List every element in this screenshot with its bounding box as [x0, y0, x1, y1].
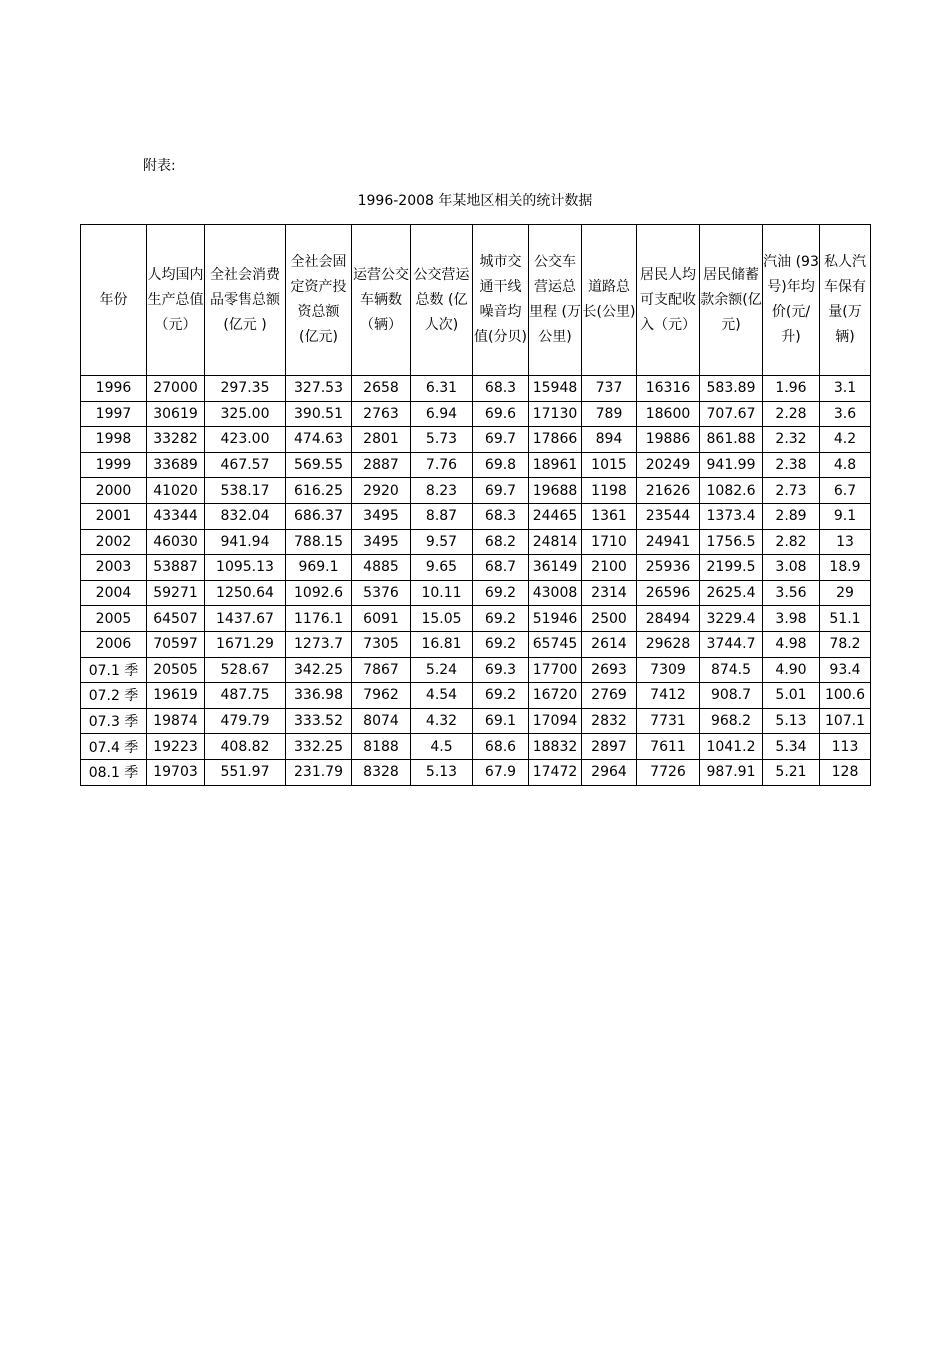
- data-cell: 9.57: [411, 529, 473, 555]
- data-cell: 327.53: [286, 376, 352, 402]
- data-cell: 68.3: [473, 503, 529, 529]
- table-row: [81, 427, 871, 453]
- data-cell: 4.2: [820, 427, 871, 453]
- header-disposable-income: 居民人均可支配收入（元）: [637, 225, 700, 376]
- data-cell: 7.76: [411, 452, 473, 478]
- data-cell: 325.00: [205, 401, 286, 427]
- data-cell: 24814: [529, 529, 582, 555]
- table-row: [81, 734, 871, 760]
- header-year: 年份: [81, 225, 147, 376]
- data-cell: 8188: [352, 734, 411, 760]
- data-cell: 2314: [582, 580, 637, 606]
- data-cell: 69.7: [473, 478, 529, 504]
- data-cell: 2500: [582, 606, 637, 632]
- data-cell: 69.2: [473, 683, 529, 709]
- data-cell: 3.98: [763, 606, 820, 632]
- data-cell: 18832: [529, 734, 582, 760]
- table-row: [81, 478, 871, 504]
- data-cell: 1095.13: [205, 555, 286, 581]
- data-cell: 69.1: [473, 708, 529, 734]
- data-cell: 487.75: [205, 683, 286, 709]
- data-cell: 27000: [147, 376, 205, 402]
- data-cell: 4.54: [411, 683, 473, 709]
- data-cell: 8328: [352, 759, 411, 785]
- data-cell: 29628: [637, 631, 700, 657]
- data-cell: 65745: [529, 631, 582, 657]
- data-cell: 7611: [637, 734, 700, 760]
- data-cell: 24941: [637, 529, 700, 555]
- header-gasoline-price: 汽油 (93 号)年均价(元/升): [763, 225, 820, 376]
- data-cell: 987.91: [700, 759, 763, 785]
- data-cell: 1176.1: [286, 606, 352, 632]
- data-cell: 24465: [529, 503, 582, 529]
- data-cell: 20505: [147, 657, 205, 683]
- data-cell: 3.6: [820, 401, 871, 427]
- data-cell: 17472: [529, 759, 582, 785]
- data-cell: 19886: [637, 427, 700, 453]
- data-cell: 5.24: [411, 657, 473, 683]
- data-cell: 69.7: [473, 427, 529, 453]
- data-cell: 894: [582, 427, 637, 453]
- header-bus-mileage: 公交车营运总里程 (万公里): [529, 225, 582, 376]
- row-period-cell: 08.1 季: [81, 759, 147, 785]
- data-cell: 2658: [352, 376, 411, 402]
- data-cell: 3744.7: [700, 631, 763, 657]
- data-cell: 686.37: [286, 503, 352, 529]
- data-cell: 3495: [352, 503, 411, 529]
- data-cell: 69.8: [473, 452, 529, 478]
- data-cell: 1361: [582, 503, 637, 529]
- statistics-table: [80, 224, 871, 786]
- table-row: [81, 759, 871, 785]
- data-cell: 616.25: [286, 478, 352, 504]
- table-row: [81, 401, 871, 427]
- data-cell: 1041.2: [700, 734, 763, 760]
- data-cell: 51946: [529, 606, 582, 632]
- data-cell: 2693: [582, 657, 637, 683]
- row-period-cell: 2000: [81, 478, 147, 504]
- row-period-cell: 1997: [81, 401, 147, 427]
- data-cell: 2614: [582, 631, 637, 657]
- data-cell: 13: [820, 529, 871, 555]
- data-cell: 6.94: [411, 401, 473, 427]
- data-cell: 297.35: [205, 376, 286, 402]
- table-row: [81, 503, 871, 529]
- data-cell: 2897: [582, 734, 637, 760]
- data-cell: 528.67: [205, 657, 286, 683]
- data-cell: 2887: [352, 452, 411, 478]
- data-cell: 59271: [147, 580, 205, 606]
- data-cell: 7867: [352, 657, 411, 683]
- data-cell: 7731: [637, 708, 700, 734]
- data-cell: 1756.5: [700, 529, 763, 555]
- header-row: [81, 225, 871, 376]
- table-row: [81, 529, 871, 555]
- data-cell: 5.01: [763, 683, 820, 709]
- table-row: [81, 631, 871, 657]
- data-cell: 68.7: [473, 555, 529, 581]
- data-cell: 6091: [352, 606, 411, 632]
- data-cell: 43344: [147, 503, 205, 529]
- row-period-cell: 2006: [81, 631, 147, 657]
- header-fixed-investment: 全社会固定资产投资总额 (亿元): [286, 225, 352, 376]
- data-cell: 1198: [582, 478, 637, 504]
- data-cell: 737: [582, 376, 637, 402]
- data-cell: 5.13: [411, 759, 473, 785]
- header-road-length: 道路总长(公里): [582, 225, 637, 376]
- table-row: [81, 708, 871, 734]
- data-cell: 7962: [352, 683, 411, 709]
- data-cell: 861.88: [700, 427, 763, 453]
- data-cell: 789: [582, 401, 637, 427]
- data-cell: 231.79: [286, 759, 352, 785]
- data-cell: 479.79: [205, 708, 286, 734]
- data-cell: 18961: [529, 452, 582, 478]
- header-bus-count: 运营公交车辆数（辆）: [352, 225, 411, 376]
- data-cell: 1373.4: [700, 503, 763, 529]
- data-cell: 107.1: [820, 708, 871, 734]
- table-row: [81, 376, 871, 402]
- row-period-cell: 07.4 季: [81, 734, 147, 760]
- data-cell: 2.82: [763, 529, 820, 555]
- data-cell: 7412: [637, 683, 700, 709]
- data-cell: 583.89: [700, 376, 763, 402]
- data-cell: 3229.4: [700, 606, 763, 632]
- data-cell: 19619: [147, 683, 205, 709]
- data-cell: 33282: [147, 427, 205, 453]
- row-period-cell: 2005: [81, 606, 147, 632]
- data-cell: 7309: [637, 657, 700, 683]
- data-cell: 941.99: [700, 452, 763, 478]
- data-cell: 968.2: [700, 708, 763, 734]
- data-cell: 467.57: [205, 452, 286, 478]
- data-cell: 100.6: [820, 683, 871, 709]
- data-cell: 46030: [147, 529, 205, 555]
- header-bus-passengers: 公交营运总数 (亿人次): [411, 225, 473, 376]
- data-cell: 3.56: [763, 580, 820, 606]
- data-cell: 4.32: [411, 708, 473, 734]
- data-cell: 874.5: [700, 657, 763, 683]
- data-cell: 93.4: [820, 657, 871, 683]
- data-cell: 6.7: [820, 478, 871, 504]
- data-cell: 43008: [529, 580, 582, 606]
- data-cell: 5376: [352, 580, 411, 606]
- data-cell: 70597: [147, 631, 205, 657]
- row-period-cell: 2002: [81, 529, 147, 555]
- data-cell: 2964: [582, 759, 637, 785]
- row-period-cell: 07.3 季: [81, 708, 147, 734]
- data-cell: 941.94: [205, 529, 286, 555]
- data-cell: 29: [820, 580, 871, 606]
- data-cell: 15.05: [411, 606, 473, 632]
- data-cell: 2.28: [763, 401, 820, 427]
- data-cell: 3.08: [763, 555, 820, 581]
- data-cell: 68.6: [473, 734, 529, 760]
- data-cell: 68.3: [473, 376, 529, 402]
- data-cell: 9.65: [411, 555, 473, 581]
- data-cell: 4.8: [820, 452, 871, 478]
- data-cell: 36149: [529, 555, 582, 581]
- data-cell: 53887: [147, 555, 205, 581]
- data-cell: 1082.6: [700, 478, 763, 504]
- data-cell: 707.67: [700, 401, 763, 427]
- data-cell: 19703: [147, 759, 205, 785]
- data-cell: 41020: [147, 478, 205, 504]
- data-cell: 21626: [637, 478, 700, 504]
- table-title: 1996-2008 年某地区相关的统计数据: [357, 193, 593, 209]
- data-cell: 969.1: [286, 555, 352, 581]
- data-cell: 908.7: [700, 683, 763, 709]
- data-cell: 5.13: [763, 708, 820, 734]
- data-cell: 2832: [582, 708, 637, 734]
- header-retail-sales: 全社会消费品零售总额 (亿元 ): [205, 225, 286, 376]
- data-cell: 19688: [529, 478, 582, 504]
- data-cell: 16720: [529, 683, 582, 709]
- data-cell: 474.63: [286, 427, 352, 453]
- data-cell: 19874: [147, 708, 205, 734]
- header-gdp-per-capita: 人均国内生产总值（元）: [147, 225, 205, 376]
- data-cell: 17700: [529, 657, 582, 683]
- data-cell: 1671.29: [205, 631, 286, 657]
- data-cell: 69.2: [473, 580, 529, 606]
- data-cell: 1015: [582, 452, 637, 478]
- data-cell: 69.2: [473, 606, 529, 632]
- data-cell: 2100: [582, 555, 637, 581]
- table-body: [81, 376, 871, 786]
- data-cell: 390.51: [286, 401, 352, 427]
- data-cell: 64507: [147, 606, 205, 632]
- data-cell: 538.17: [205, 478, 286, 504]
- data-cell: 2.89: [763, 503, 820, 529]
- data-cell: 342.25: [286, 657, 352, 683]
- data-cell: 4.5: [411, 734, 473, 760]
- data-cell: 7726: [637, 759, 700, 785]
- data-cell: 19223: [147, 734, 205, 760]
- table-row: [81, 555, 871, 581]
- data-cell: 336.98: [286, 683, 352, 709]
- data-cell: 9.1: [820, 503, 871, 529]
- data-cell: 832.04: [205, 503, 286, 529]
- data-cell: 569.55: [286, 452, 352, 478]
- data-cell: 1710: [582, 529, 637, 555]
- table-row: [81, 683, 871, 709]
- header-private-cars: 私人汽车保有量(万辆): [820, 225, 871, 376]
- data-cell: 78.2: [820, 631, 871, 657]
- data-cell: 4.98: [763, 631, 820, 657]
- data-cell: 2.32: [763, 427, 820, 453]
- data-cell: 10.11: [411, 580, 473, 606]
- data-cell: 15948: [529, 376, 582, 402]
- row-period-cell: 1999: [81, 452, 147, 478]
- data-cell: 28494: [637, 606, 700, 632]
- data-cell: 2.73: [763, 478, 820, 504]
- table-row: [81, 452, 871, 478]
- data-cell: 5.73: [411, 427, 473, 453]
- data-cell: 2625.4: [700, 580, 763, 606]
- data-cell: 408.82: [205, 734, 286, 760]
- data-cell: 2199.5: [700, 555, 763, 581]
- data-cell: 1273.7: [286, 631, 352, 657]
- data-cell: 51.1: [820, 606, 871, 632]
- data-cell: 128: [820, 759, 871, 785]
- appendix-label: 附表:: [143, 158, 176, 174]
- table-row: [81, 606, 871, 632]
- data-cell: 20249: [637, 452, 700, 478]
- data-cell: 18.9: [820, 555, 871, 581]
- data-cell: 1092.6: [286, 580, 352, 606]
- data-cell: 2.38: [763, 452, 820, 478]
- data-cell: 2769: [582, 683, 637, 709]
- data-cell: 69.2: [473, 631, 529, 657]
- data-cell: 3.1: [820, 376, 871, 402]
- data-cell: 333.52: [286, 708, 352, 734]
- data-cell: 7305: [352, 631, 411, 657]
- data-cell: 17130: [529, 401, 582, 427]
- data-cell: 1.96: [763, 376, 820, 402]
- data-cell: 113: [820, 734, 871, 760]
- data-cell: 69.3: [473, 657, 529, 683]
- data-cell: 423.00: [205, 427, 286, 453]
- header-savings: 居民储蓄款余额(亿元): [700, 225, 763, 376]
- data-cell: 2801: [352, 427, 411, 453]
- data-cell: 18600: [637, 401, 700, 427]
- data-cell: 26596: [637, 580, 700, 606]
- data-cell: 8074: [352, 708, 411, 734]
- row-period-cell: 07.1 季: [81, 657, 147, 683]
- data-cell: 8.23: [411, 478, 473, 504]
- data-cell: 25936: [637, 555, 700, 581]
- data-cell: 33689: [147, 452, 205, 478]
- data-cell: 30619: [147, 401, 205, 427]
- table-row: [81, 580, 871, 606]
- data-cell: 17866: [529, 427, 582, 453]
- data-cell: 332.25: [286, 734, 352, 760]
- data-cell: 67.9: [473, 759, 529, 785]
- data-cell: 8.87: [411, 503, 473, 529]
- data-cell: 69.6: [473, 401, 529, 427]
- row-period-cell: 1998: [81, 427, 147, 453]
- header-noise: 城市交通干线噪音均值(分贝): [473, 225, 529, 376]
- data-cell: 3495: [352, 529, 411, 555]
- data-cell: 17094: [529, 708, 582, 734]
- data-cell: 1437.67: [205, 606, 286, 632]
- data-cell: 23544: [637, 503, 700, 529]
- row-period-cell: 2004: [81, 580, 147, 606]
- data-cell: 4885: [352, 555, 411, 581]
- data-cell: 2763: [352, 401, 411, 427]
- row-period-cell: 1996: [81, 376, 147, 402]
- data-cell: 551.97: [205, 759, 286, 785]
- data-cell: 6.31: [411, 376, 473, 402]
- table-row: [81, 657, 871, 683]
- row-period-cell: 07.2 季: [81, 683, 147, 709]
- data-cell: 16316: [637, 376, 700, 402]
- data-cell: 4.90: [763, 657, 820, 683]
- data-cell: 788.15: [286, 529, 352, 555]
- data-cell: 68.2: [473, 529, 529, 555]
- data-cell: 1250.64: [205, 580, 286, 606]
- row-period-cell: 2001: [81, 503, 147, 529]
- data-cell: 16.81: [411, 631, 473, 657]
- row-period-cell: 2003: [81, 555, 147, 581]
- data-cell: 2920: [352, 478, 411, 504]
- data-cell: 5.21: [763, 759, 820, 785]
- data-cell: 5.34: [763, 734, 820, 760]
